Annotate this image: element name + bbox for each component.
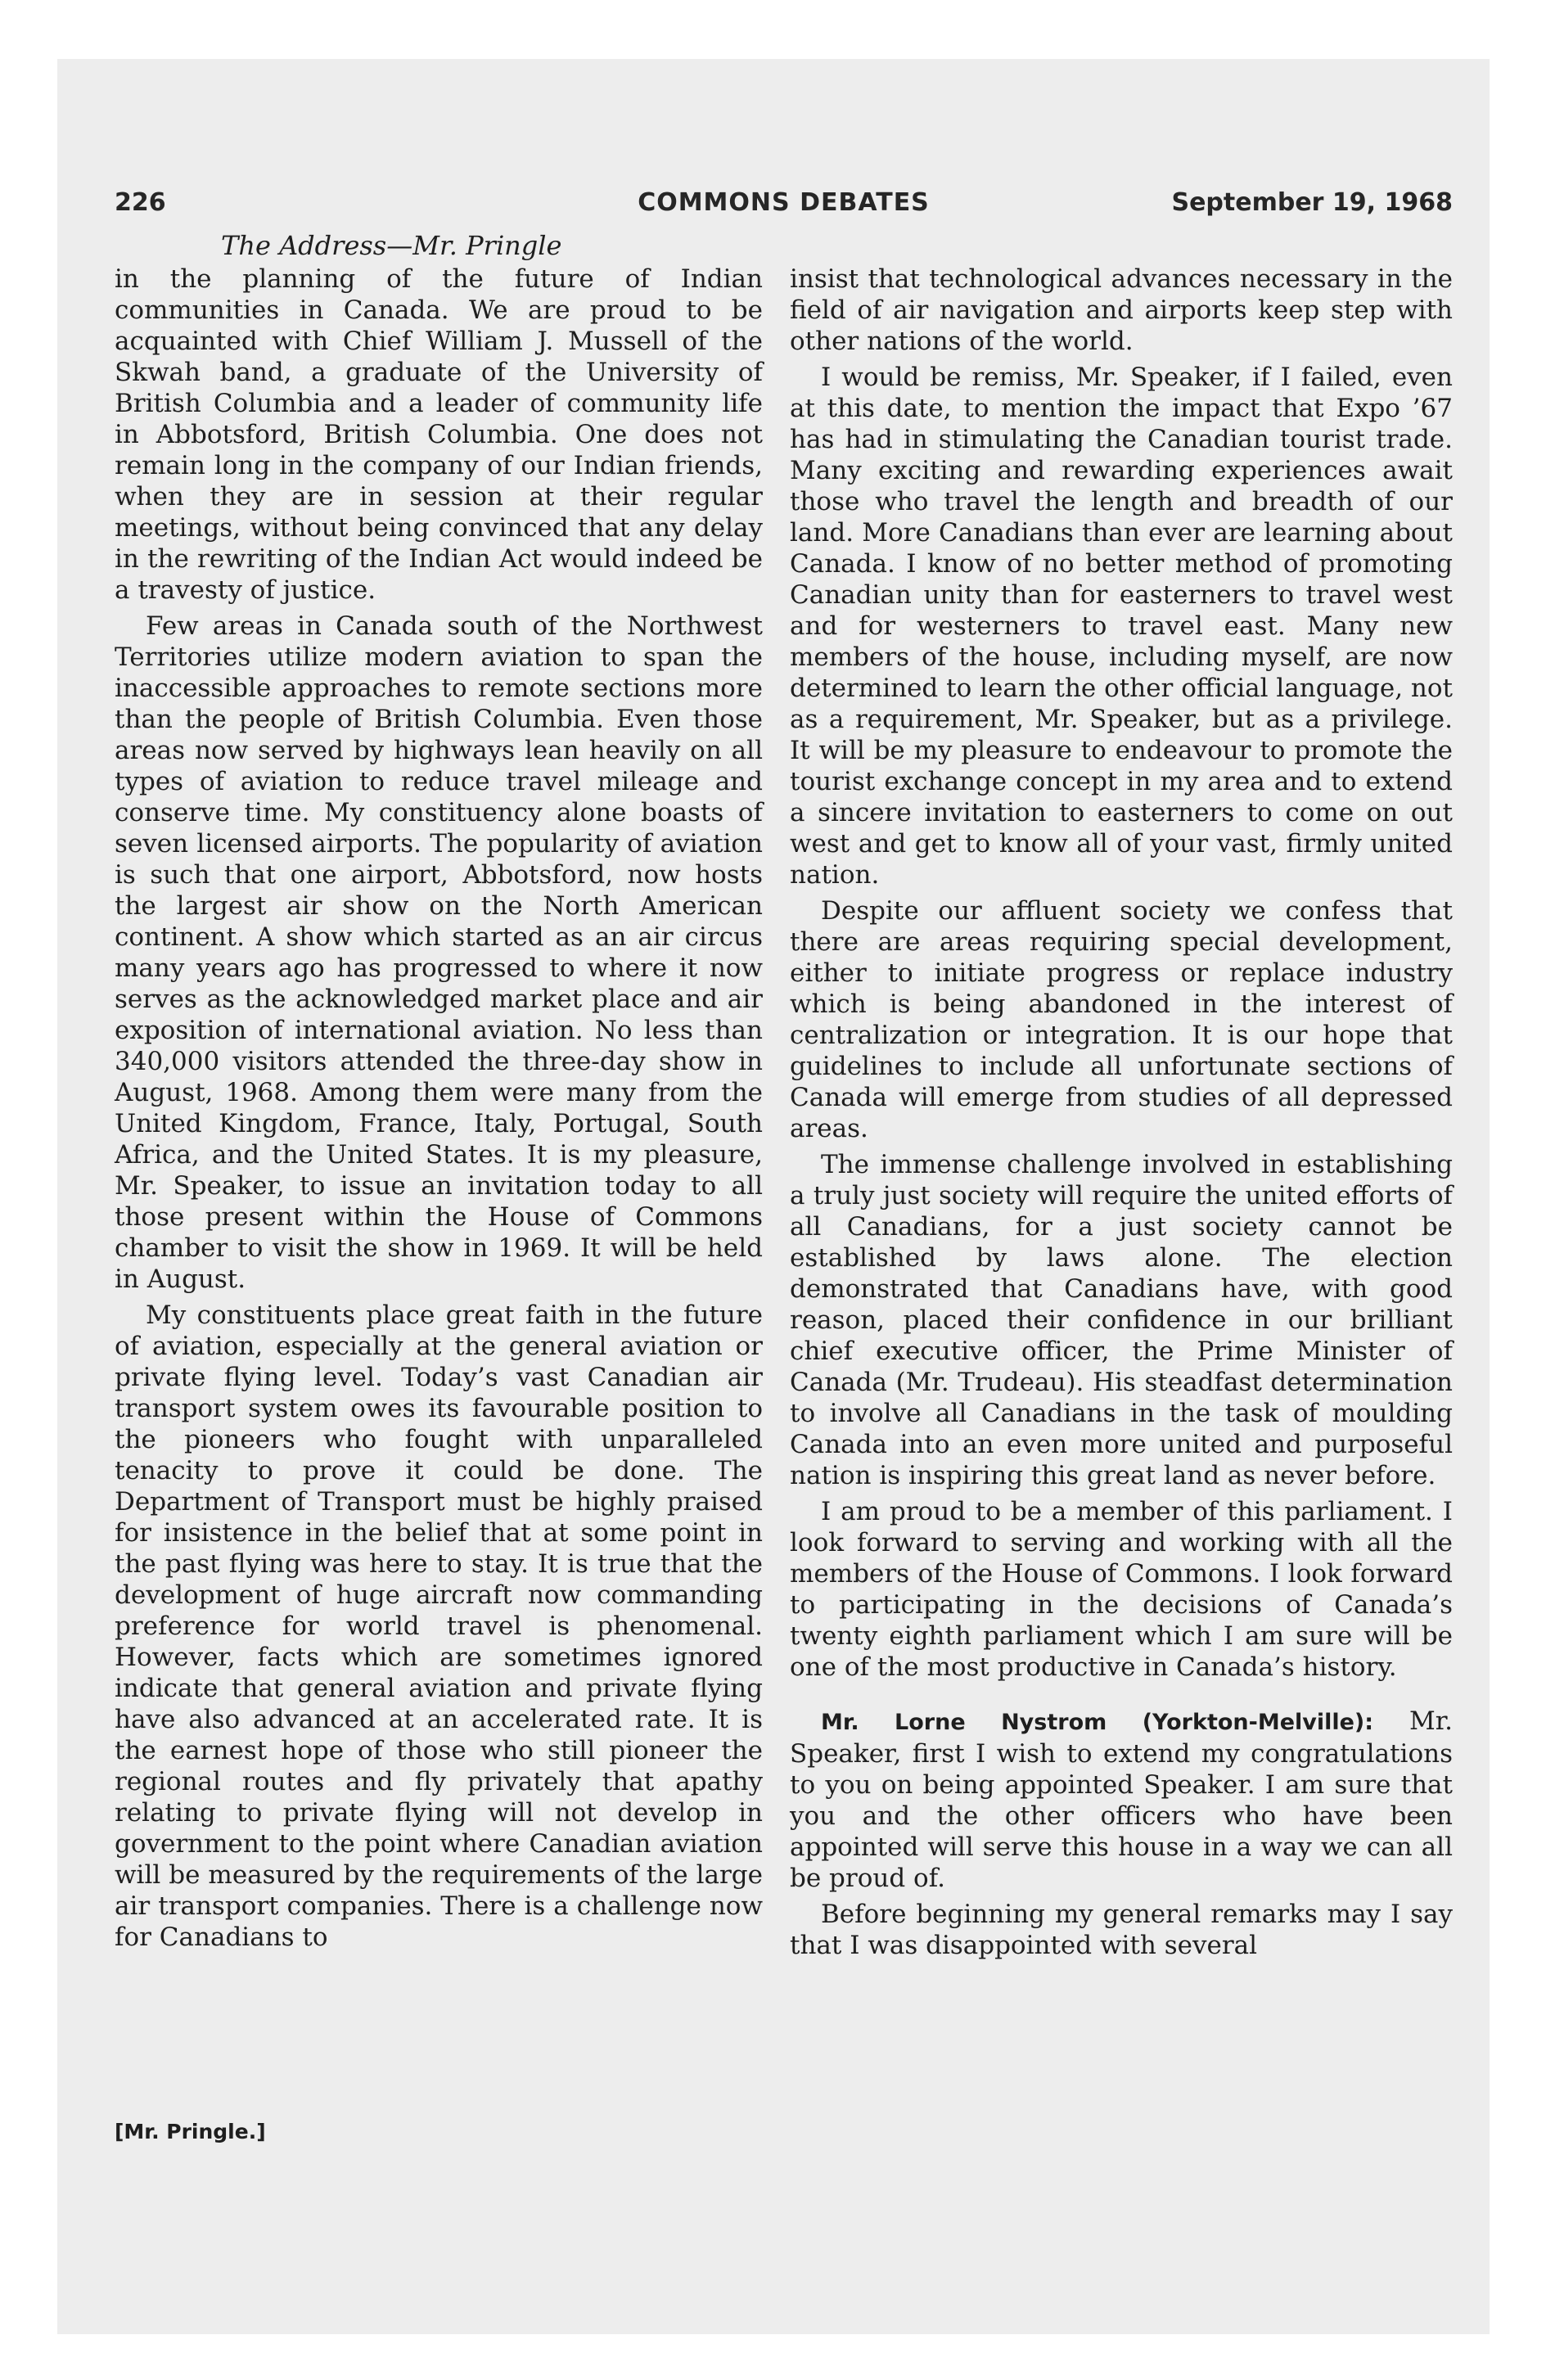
publication-date: September 19, 1968 [1171,188,1453,217]
page-number: 226 [115,188,166,217]
paragraph: The immense challenge involved in establishing a truly just society will require the united efforts of all Canadians, for a just society cannot be established by laws alone. The election demonstrated that Canadians have, with good reason, placed their confidence in our brilliant chief executive officer, the Prime Minister of Canada (Mr. Trudeau). His steadfast determination to involve all Canadians in the task of moulding Canada into an even more united and purposeful nation is inspiring this great land as never before. [790,1150,1453,1490]
paragraph: I would be remiss, Mr. Speaker, if I failed, even at this date, to mention the impact that Expo ’67 has had in stimulating the Canadian tourist trade. Many exciting and rewarding experiences await those who travel the length and breadth of our land. More Canadians than ever are learning about Canada. I know of no better method of promoting Canadian unity than for easterners to travel west and for westerners to travel east. Many new members of the house, including myself, are now determined to learn the other official language, not as a requirement, Mr. Speaker, but as a privilege. It will be my pleasure to endeavour to promote the tourist exchange concept in my area and to extend a sincere invitation to easterners to come on out west and get to know all of your vast, firmly united nation. [790,363,1453,890]
paragraph: insist that technological advances necessary in the field of air navigation and airports keep step with other nations of the world. [790,264,1453,356]
page-header [115,182,1453,224]
left-column [115,264,763,1953]
paragraph: My constituents place great faith in the future of aviation, especially at the general aviation or private flying level. Today’s vast Canadian air transport system owes its favourable position to the pioneers who fought with unparalleled tenacity to prove it could be done. The Department of Transport must be highly praised for insistence in the belief that at some point in the past flying was here to stay. It is true that the development of huge aircraft now commanding preference for world travel is phenomenal. However, facts which are sometimes ignored indicate that general aviation and private flying have also advanced at an accelerated rate. It is the earnest hope of those who still pioneer the regional routes and fly privately that apathy relating to private flying will not develop in government to the point where Canadian aviation will be measured by the requirements of the large air transport companies. There is a challenge now for Canadians to [115,1300,763,1952]
paragraph: Before beginning my general remarks may I say that I was disappointed with several [790,1900,1453,1960]
running-head: The Address—Mr. Pringle [221,230,562,261]
document-page [115,182,1453,2187]
speaker-footnote: [Mr. Pringle.] [115,2120,266,2143]
speech-text: Mr. Speaker, first I wish to extend my congratulations to you on being appointed Speaker. I am sure that you and the other officers who have been appointed will serve this house in a way we can all be proud of. [790,1706,1453,1893]
paragraph: in the planning of the future of Indian communities in Canada. We are proud to be acquainted with Chief William J. Mussell of the Skwah band, a graduate of the University of British Columbia and a leader of community life in Abbotsford, British Columbia. One does not remain long in the company of our Indian friends, when they are in session at their regular meetings, without being convinced that any delay in the rewriting of the Indian Act would indeed be a travesty of justice. [115,264,763,605]
paragraph: Despite our affluent society we confess that there are areas requiring special development, either to initiate progress or replace industry which is being abandoned in the interest of centralization or integration. It is our hope that guidelines to include all unfortunate sections of Canada will emerge from studies of all depressed areas. [790,896,1453,1143]
speech-paragraph [790,1706,1453,1894]
speaker-name: Mr. Lorne Nystrom (Yorkton-Melville): [821,1710,1374,1735]
paragraph: Few areas in Canada south of the Northwest Territories utilize modern aviation to span the inaccessible approaches to remote sections more than the people of British Columbia. Even those areas now served by highways lean heavily on all types of aviation to reduce travel mileage and conserve time. My constituency alone boasts of seven licensed airports. The popularity of aviation is such that one airport, Abbotsford, now hosts the largest air show on the North American continent. A show which started as an air circus many years ago has progressed to where it now serves as the acknowledged market place and air exposition of international aviation. No less than 340,000 visitors attended the three-day show in August, 1968. Among them were many from the United Kingdom, France, Italy, Portugal, South Africa, and the United States. It is my pleasure, Mr. Speaker, to issue an invitation today to all those present within the House of Commons chamber to visit the show in 1969. It will be held in August. [115,611,763,1294]
paragraph: I am proud to be a member of this parliament. I look forward to serving and working with all the members of the House of Commons. I look forward to participating in the decisions of Canada’s twenty eighth parliament which I am sure will be one of the most productive in Canada’s history. [790,1497,1453,1682]
publication-title: COMMONS DEBATES [638,188,930,217]
right-column [790,264,1453,1961]
